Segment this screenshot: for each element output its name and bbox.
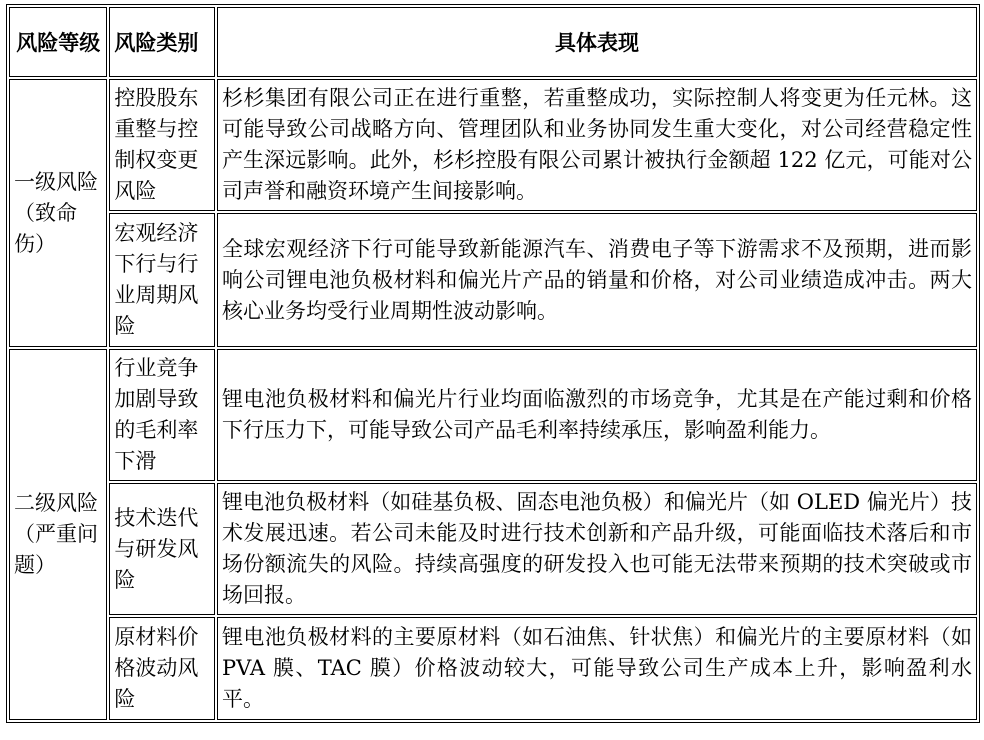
risk-category-cell: 宏观经济下行与行业周期风险 xyxy=(109,213,215,347)
table-row xyxy=(9,79,977,211)
header-row xyxy=(9,7,977,77)
header-risk-level: 风险等级 xyxy=(9,7,107,77)
header-description: 具体表现 xyxy=(217,7,977,77)
risk-category-cell: 技术迭代与研发风险 xyxy=(109,483,215,615)
risk-description-cell: 锂电池负极材料的主要原材料（如石油焦、针状焦）和偏光片的主要原材料（如 PVA 膜、TAC 膜）价格波动较大，可能导致公司生产成本上升，影响盈利水平。 xyxy=(217,617,977,720)
header-risk-category: 风险类别 xyxy=(109,7,215,77)
risk-table xyxy=(6,4,980,723)
risk-category-cell: 行业竞争加剧导致的毛利率下滑 xyxy=(109,349,215,481)
table-row xyxy=(9,213,977,347)
table-row xyxy=(9,617,977,720)
table-row xyxy=(9,483,977,615)
risk-category-cell: 控股股东重整与控制权变更风险 xyxy=(109,79,215,211)
risk-category-cell: 原材料价格波动风险 xyxy=(109,617,215,720)
risk-description-cell: 杉杉集团有限公司正在进行重整，若重整成功，实际控制人将变更为任元林。这可能导致公司战略方向、管理团队和业务协同发生重大变化，对公司经营稳定性产生深远影响。此外，杉杉控股有限公司累计被执行金额超 122 亿元，可能对公司声誉和融资环境产生间接影响。 xyxy=(217,79,977,211)
risk-description-cell: 锂电池负极材料和偏光片行业均面临激烈的市场竞争，尤其是在产能过剩和价格下行压力下，可能导致公司产品毛利率持续承压，影响盈利能力。 xyxy=(217,349,977,481)
risk-description-cell: 全球宏观经济下行可能导致新能源汽车、消费电子等下游需求不及预期，进而影响公司锂电池负极材料和偏光片产品的销量和价格，对公司业绩造成冲击。两大核心业务均受行业周期性波动影响。 xyxy=(217,213,977,347)
risk-level-cell: 一级风险（致命伤） xyxy=(9,79,107,347)
risk-description-cell: 锂电池负极材料（如硅基负极、固态电池负极）和偏光片（如 OLED 偏光片）技术发展迅速。若公司未能及时进行技术创新和产品升级，可能面临技术落后和市场份额流失的风险。持续高强度的研发投入也可能无法带来预期的技术突破或市场回报。 xyxy=(217,483,977,615)
table-row xyxy=(9,349,977,481)
risk-level-cell: 二级风险（严重问题） xyxy=(9,349,107,720)
